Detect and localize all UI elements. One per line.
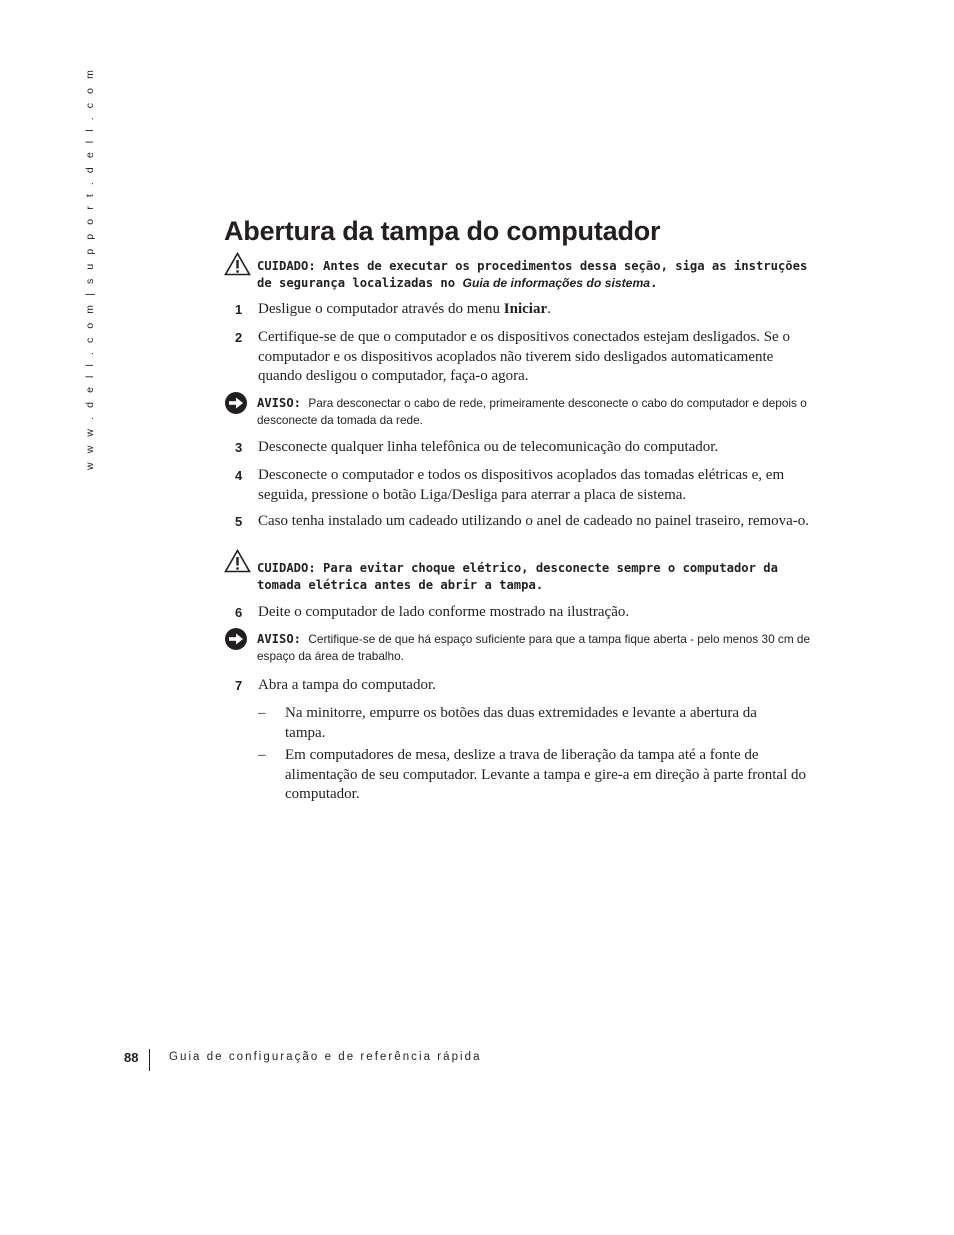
step-text: Desconecte qualquer linha telefônica ou de telecomunicação do computador. — [258, 439, 719, 455]
substep-minitower — [258, 704, 818, 743]
start-menu-name: Iniciar — [503, 301, 548, 317]
step-number: 6 — [235, 605, 243, 620]
step-number: 3 — [235, 440, 243, 455]
substep-desktop — [258, 746, 818, 805]
notice-body: Para desconectar o cabo de rede, primeiramente desconecte o cabo do computador e depois o desconecte da tomada da rede. — [257, 396, 807, 427]
caution-note-1 — [224, 252, 824, 292]
sidebar-url: w w w . d e l l . c o m | s u p p o r t . d e l l . c o m — [84, 67, 96, 470]
list-dash: – — [258, 747, 266, 763]
caution-body: Para evitar choque elétrico, desconecte sempre o computador da tomada elétrica antes de abrir a tampa. — [257, 561, 778, 592]
notice-body: Certifique-se de que há espaço suficiente para que a tampa fique aberta - pelo menos 30 cm de espaço da área de trabalho. — [257, 632, 811, 663]
step-text: Desconecte o computador e todos os dispositivos acoplados das tomadas elétricas e, em seguida, pressione o botão Liga/Desliga para aterrar a placa de sistema. — [258, 467, 785, 503]
caution-text-2 — [257, 549, 824, 594]
step-1 — [235, 300, 815, 320]
step-number: 5 — [235, 514, 243, 529]
notice-arrow-icon — [224, 391, 248, 415]
caution-body: Antes de executar os procedimentos dessa seção, siga as instruções de segurança localizadas no — [257, 259, 808, 290]
step-number: 4 — [235, 468, 243, 483]
warning-triangle-icon — [224, 252, 251, 276]
list-dash: – — [258, 705, 266, 721]
notice-arrow-icon — [224, 627, 248, 651]
step-2 — [235, 328, 815, 387]
step-text: Abra a tampa do computador. — [258, 677, 436, 693]
warning-triangle-icon — [224, 549, 251, 573]
step-text: Certifique-se de que o computador e os dispositivos conectados estejam desligados. Se o computador e os dispositivos acoplados não tiverem sido desligados automaticamente quando desligou o computador, faça-o agora. — [258, 329, 790, 384]
step-6 — [235, 603, 815, 623]
notice-note-1 — [224, 391, 824, 429]
notice-label: AVISO: — [257, 632, 302, 646]
caution-end: . — [650, 276, 658, 290]
notice-label: AVISO: — [257, 396, 302, 410]
caution-note-2 — [224, 549, 824, 594]
caution-label: CUIDADO: — [257, 259, 316, 273]
notice-text-2 — [257, 627, 824, 665]
notice-note-2 — [224, 627, 824, 665]
step-number: 1 — [235, 302, 243, 317]
substep-text: Na minitorre, empurre os botões das duas extremidades e levante a abertura da tampa. — [285, 705, 757, 741]
step-3 — [235, 438, 815, 458]
footer-guide-title: Guia de configuração e de referência rápida — [169, 1051, 482, 1063]
step-number: 2 — [235, 330, 243, 345]
notice-text-1 — [257, 391, 824, 429]
step-5 — [235, 512, 815, 532]
step-number: 7 — [235, 678, 243, 693]
step-end: . — [547, 301, 551, 317]
page-title: Abertura da tampa do computador — [224, 216, 661, 246]
substep-text: Em computadores de mesa, deslize a trava de liberação da tampa até a fonte de alimentação de seu computador. Levante a tampa e gire-a em direção à parte frontal do computador. — [285, 747, 807, 802]
step-7 — [235, 676, 815, 696]
guide-title: Guia de informações do sistema — [462, 276, 651, 290]
page-number: 88 — [124, 1050, 139, 1065]
step-text: Desligue o computador através do menu — [258, 301, 501, 317]
caution-text-1 — [257, 252, 824, 292]
footer-divider — [149, 1049, 150, 1071]
step-text: Deite o computador de lado conforme mostrado na ilustração. — [258, 604, 630, 620]
caution-label: CUIDADO: — [257, 561, 316, 575]
step-text: Caso tenha instalado um cadeado utilizando o anel de cadeado no painel traseiro, remova-o. — [258, 513, 810, 529]
step-4 — [235, 466, 815, 505]
